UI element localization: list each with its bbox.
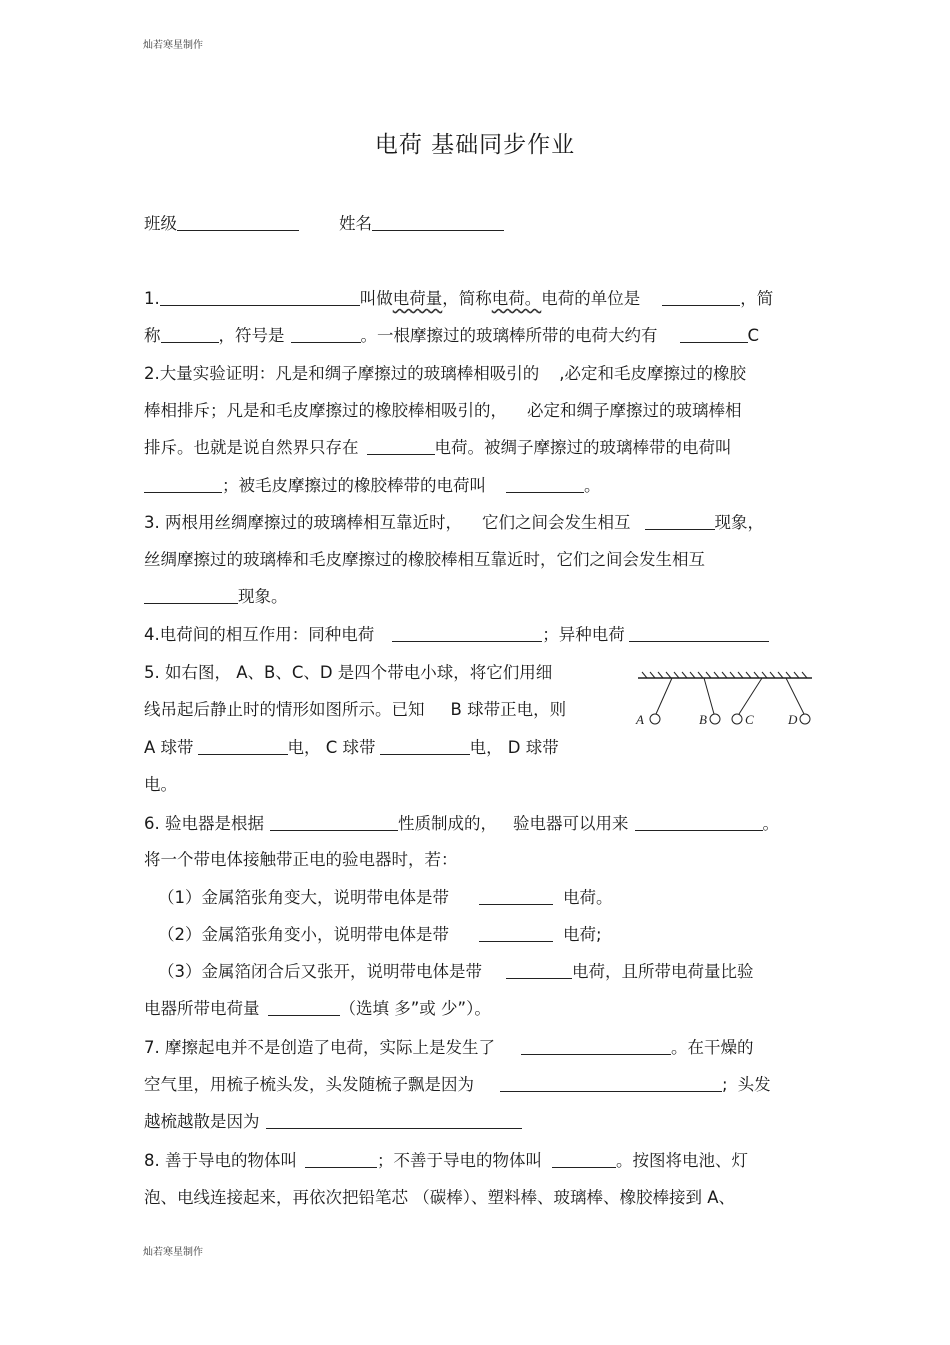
- blank: [645, 513, 715, 530]
- question-5-line-4: 电。: [144, 775, 177, 794]
- blank: [392, 625, 542, 642]
- charged-balls-figure: [632, 668, 818, 734]
- ball-b-label: B: [699, 712, 707, 727]
- ball-d-label: D: [788, 712, 798, 727]
- ball-c-label: C: [745, 712, 754, 727]
- blank: [521, 1038, 671, 1055]
- blank: [305, 1151, 377, 1168]
- question-6-line-6: 电器所带电荷量 （选填 多”或 少”）。: [144, 999, 491, 1018]
- question-6-sub-2: （2）金属箔张角变小，说明带电体是带 电荷;: [158, 925, 602, 944]
- class-blank: [177, 214, 299, 231]
- blank: [367, 438, 435, 455]
- question-7-line-3: 越梳越散是因为: [144, 1112, 522, 1132]
- student-info-row: [144, 214, 504, 234]
- blank: [500, 1075, 722, 1092]
- page-footer: 灿若寒星制作: [143, 1247, 203, 1258]
- question-4: 4.电荷间的相互作用：同种电荷 ；异种电荷: [144, 625, 769, 645]
- blank: [380, 738, 470, 755]
- blank: [198, 738, 288, 755]
- question-6-sub-1: （1）金属箔张角变大，说明带电体是带 电荷。: [158, 888, 613, 907]
- blank: [144, 476, 222, 493]
- question-5-line-3: A 球带 电， C 球带 电， D 球带: [144, 738, 559, 757]
- question-8-line-1: 8. 善于导电的物体叫 ；不善于导电的物体叫 。按图将电池、灯: [144, 1151, 748, 1170]
- blank: [479, 925, 553, 942]
- blank: [479, 888, 553, 905]
- question-2-line-3: 排斥。也就是说自然界只存在 电荷。被绸子摩擦过的玻璃棒带的电荷叫: [144, 438, 732, 457]
- name-label: 姓名: [339, 214, 372, 233]
- question-3-line-3: 现象。: [144, 587, 288, 607]
- blank: [144, 587, 238, 604]
- question-7-line-1: 7. 摩擦起电并不是创造了电荷，实际上是发生了 。在干燥的: [144, 1038, 754, 1057]
- name-blank: [372, 214, 504, 231]
- blank: [291, 326, 361, 343]
- question-5-line-2: 线吊起后静止时的情形如图所示。已知 B 球带正电，则: [144, 700, 567, 719]
- question-1-line-2: 称 ，符号是 。一根摩擦过的玻璃棒所带的电荷大约有 C: [144, 326, 760, 345]
- blank: [629, 625, 769, 642]
- question-3-line-2: 丝绸摩擦过的玻璃棒和毛皮摩擦过的橡胶棒相互靠近时，它们之间会发生相互: [144, 550, 705, 569]
- blank: [270, 814, 398, 831]
- question-6-sub-3: （3）金属箔闭合后又张开，说明带电体是带 电荷，且所带电荷量比验: [158, 962, 754, 981]
- page-title: 电荷 基础同步作业: [374, 132, 576, 158]
- question-2-line-2: 棒相排斥；凡是和毛皮摩擦过的橡胶棒相吸引的， 必定和绸子摩擦过的玻璃棒相: [144, 401, 742, 420]
- blank: [680, 326, 748, 343]
- question-2-line-1: 2.大量实验证明：凡是和绸子摩擦过的玻璃棒相吸引的 ,必定和毛皮摩擦过的橡胶: [144, 364, 746, 383]
- blank: [552, 1151, 616, 1168]
- blank: [635, 814, 763, 831]
- question-7-line-2: 空气里，用梳子梳头发，头发随梳子飘是因为 ; 头发: [144, 1075, 771, 1094]
- blank: [506, 476, 584, 493]
- question-2-line-4: ；被毛皮摩擦过的橡胶棒带的电荷叫 。: [144, 476, 601, 496]
- blank: [160, 289, 360, 306]
- page-header: 灿若寒星制作: [143, 40, 203, 51]
- blank: [268, 999, 340, 1016]
- question-6-line-1: 6. 验电器是根据 性质制成的， 验电器可以用来 。: [144, 814, 779, 833]
- blank: [506, 962, 572, 979]
- question-8-line-2: 泡、电线连接起来，再依次把铅笔芯 （碳棒）、塑料棒、玻璃棒、橡胶棒接到 A、: [144, 1188, 736, 1207]
- question-3-line-1: 3. 两根用丝绸摩擦过的玻璃棒相互靠近时， 它们之间会发生相互 现象，: [144, 513, 764, 532]
- blank: [266, 1112, 522, 1129]
- question-1-line-1: 1. 叫做电荷量，简称电荷。电荷的单位是 ，简: [144, 289, 774, 308]
- blank: [161, 326, 219, 343]
- class-label: 班级: [144, 214, 177, 233]
- question-6-line-2: 将一个带电体接触带正电的验电器时，若：: [144, 850, 458, 869]
- question-5-line-1: 5. 如右图， A、B、C、D 是四个带电小球，将它们用细: [144, 663, 553, 682]
- ball-a-label: A: [636, 712, 644, 727]
- blank: [662, 289, 740, 306]
